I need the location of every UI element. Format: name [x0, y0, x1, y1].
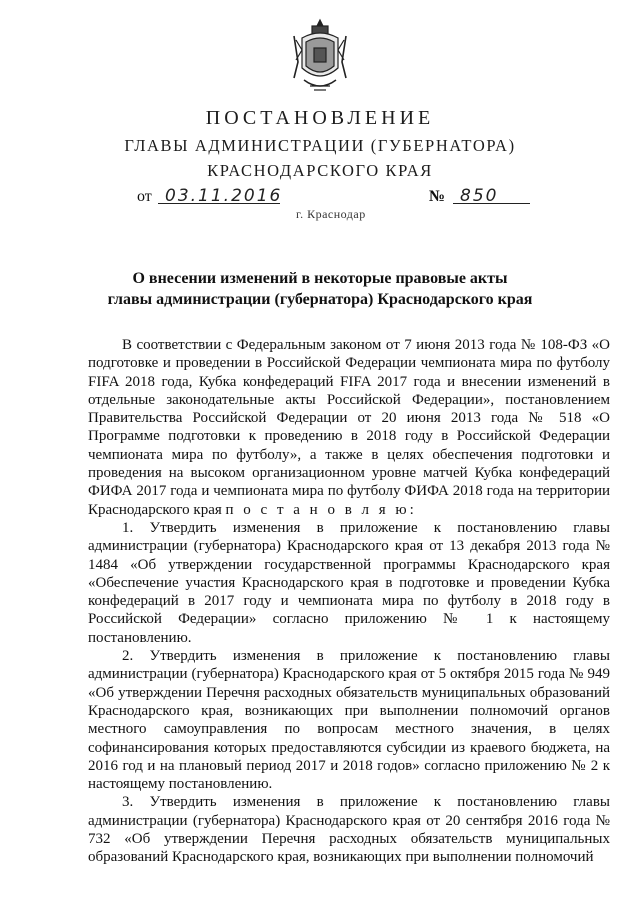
date-prefix: от — [137, 188, 152, 205]
document-title-line-2: главы администрации (губернатора) Краснодарского края — [107, 291, 533, 308]
region-heading: КРАСНОДАРСКОГО КРАЯ — [207, 161, 433, 180]
document-body — [88, 336, 610, 867]
handwritten-number: 850 — [460, 186, 499, 206]
intro-paragraph — [88, 336, 610, 519]
decree-word: п о с т а н о в л я ю: — [225, 501, 417, 518]
issuer-heading: ГЛАВЫ АДМИНИСТРАЦИИ (ГУБЕРНАТОРА) — [124, 136, 516, 155]
item-1-paragraph: 1. Утвердить изменения в приложение к постановлению главы администрации (губернатора) Краснодарского края от 13 декабря 2013 года № 1484 «Об утверждении государственной программы Краснодарского края «Обеспечение участия Краснодарского края в подготовке и проведении Кубка конфедераций в 2017 году и чемпионата мира по футболу в 2018 году в Российской Федерации» согласно приложению № 1 к настоящему постановлению. — [88, 519, 610, 646]
city-label: г. Краснодар — [296, 207, 366, 221]
item-3-paragraph: 3. Утвердить изменения в приложение к постановлению главы администрации (губернатора) Краснодарского края от 20 сентября 2016 года № 732 «Об утверждении Перечня расходных обязательств муниципальных образований Краснодарского края, возникающих при выполнении полномочий — [88, 794, 610, 866]
handwritten-date: 03.11.2016 — [165, 186, 283, 206]
coat-of-arms-emblem — [292, 18, 348, 96]
item-2-paragraph: 2. Утвердить изменения в приложение к постановлению главы администрации (губернатора) Краснодарского края от 5 октября 2015 года № 949 «Об утверждении Перечня расходных обязательств муниципальных образований Краснодарского края, возникающих при выполнении полномочий органов местного самоуправления по вопросам местного значения, в целях софинансирования которых предоставляются субсидии из краевого бюджета, на 2016 год и на плановый период 2017 и 2018 годов» согласно приложению № 2 к настоящему постановлению. — [88, 648, 610, 793]
doc-type-heading: ПОСТАНОВЛЕНИЕ — [205, 107, 435, 129]
intro-text: В соответствии с Федеральным законом от 7 июня 2013 года № 108-ФЗ «О подготовке и проведении в Российской Федерации чемпионата мира по футболу FIFA 2018 года, Кубка конфедераций FIFA 2017 года и внесении изменений в отдельные законодательные акты Российской Федерации», постановлением Правительства Российской Федерации от 20 июня 2013 года № 518 «О Программе подготовки к проведению в 2018 году в Российской Федерации чемпионата мира по футболу», а также в целях обеспечения подготовки и проведения на высоком организационном уровне матчей Кубка конфедераций ФИФА 2017 года и чемпионата мира по футболу ФИФА 2018 года на территории Краснодарского края — [88, 337, 610, 518]
document-title-line-1: О внесении изменений в некоторые правовые акты — [132, 270, 508, 287]
document-title — [0, 268, 640, 310]
number-prefix: № — [429, 188, 446, 205]
